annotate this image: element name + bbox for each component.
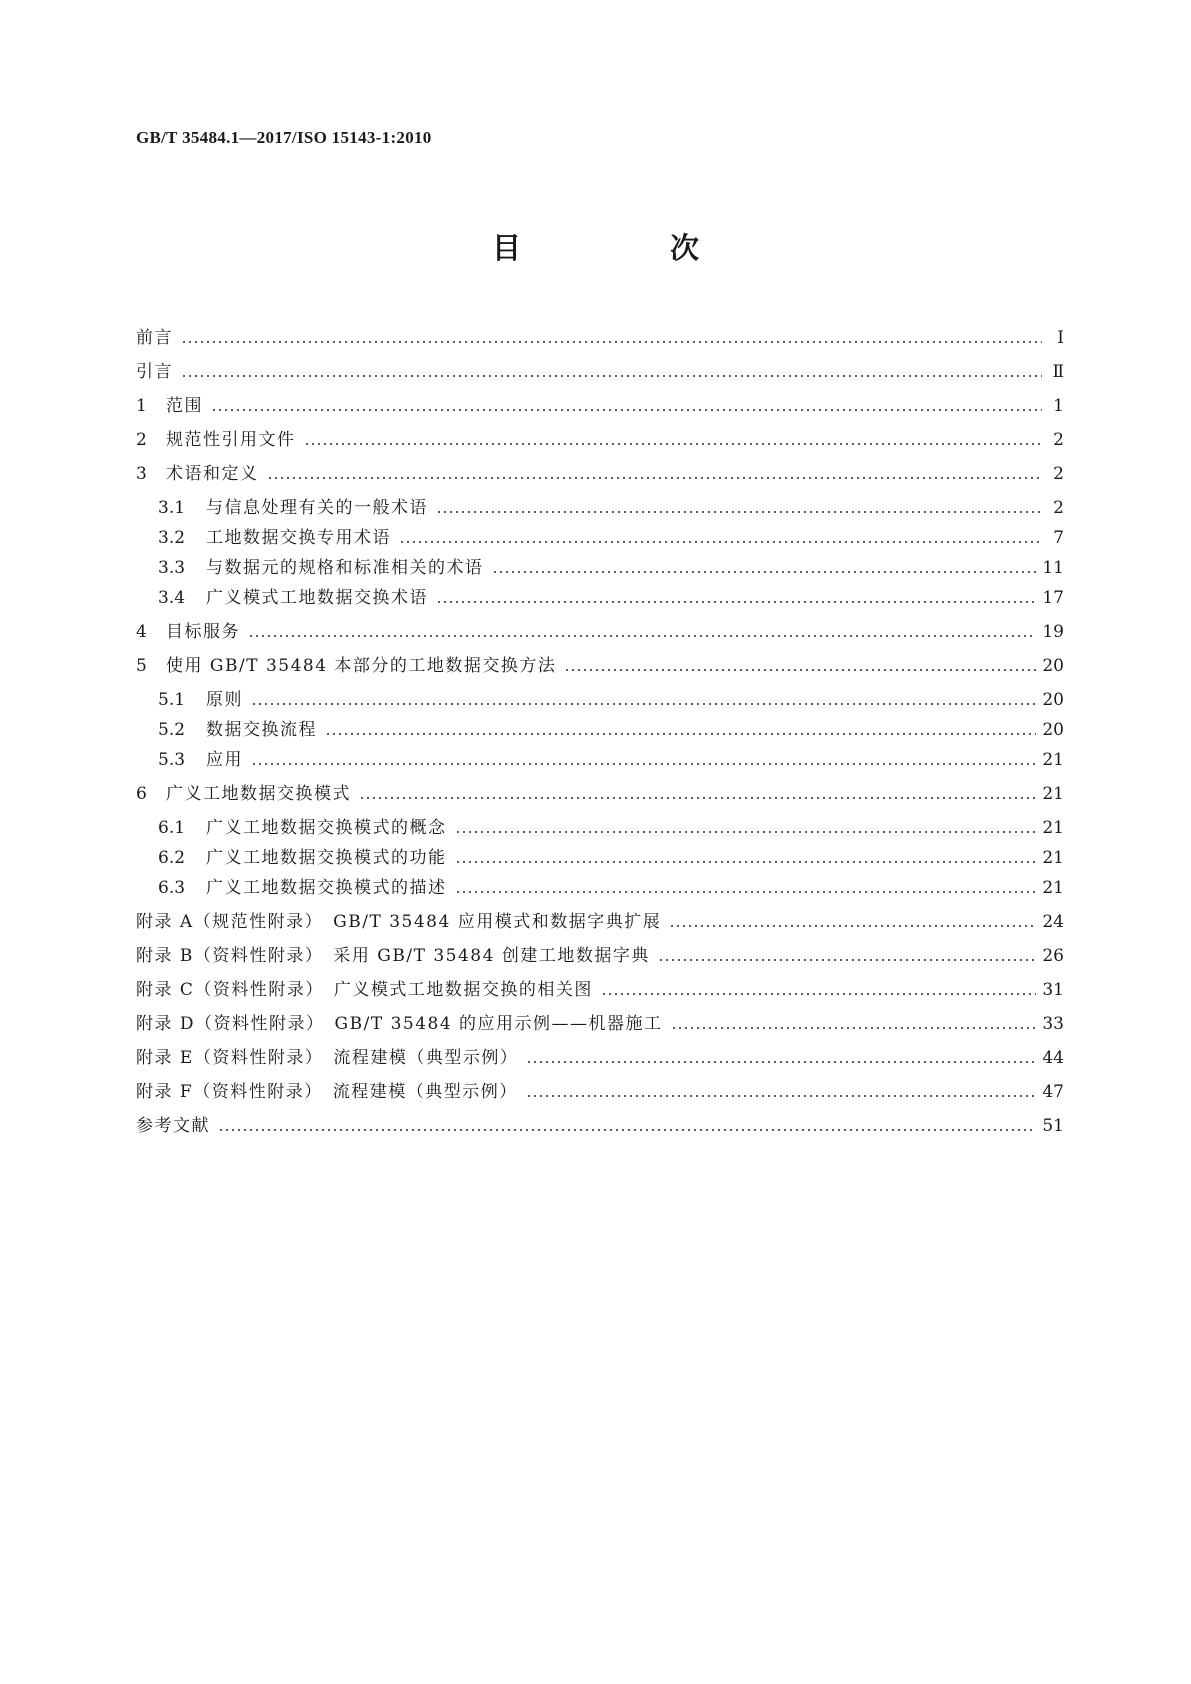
toc-entry-number: 2	[136, 430, 147, 450]
toc-entry-label: 附录 A（规范性附录） GB/T 35484 应用模式和数据字典扩展	[136, 912, 662, 932]
toc-entry-number: 3.2	[158, 528, 186, 548]
toc-entry-3-3[interactable]	[136, 556, 1064, 580]
toc-entry-number: 3.4	[158, 588, 186, 608]
toc-entry-3[interactable]	[136, 462, 1064, 486]
toc-entry-bibliography[interactable]	[136, 1114, 1064, 1138]
toc-entry-6-2[interactable]	[136, 846, 1064, 870]
toc-entry-3-1[interactable]	[136, 496, 1064, 520]
toc-entry-3-2[interactable]	[136, 526, 1064, 550]
toc-entry-number: 6.3	[158, 878, 186, 898]
toc-dot-leader	[181, 340, 1042, 344]
toc-entry-label: 范围	[166, 396, 203, 416]
toc-page-number: 1	[1053, 396, 1064, 416]
toc-dot-leader	[218, 1128, 1036, 1132]
toc-dot-leader	[399, 540, 1042, 544]
toc-entry-label: 应用	[206, 750, 243, 770]
toc-dot-leader	[526, 1060, 1036, 1064]
toc-entry-number: 4	[136, 622, 147, 642]
toc-page-number: 20	[1042, 656, 1064, 676]
toc-entry-label: 附录 C（资料性附录） 广义模式工地数据交换的相关图	[136, 980, 593, 1000]
toc-page-number: 26	[1042, 946, 1064, 966]
toc-entry-label: 附录 F（资料性附录） 流程建模（典型示例）	[136, 1082, 518, 1102]
toc-entry-label: 广义工地数据交换模式的描述	[206, 878, 447, 898]
toc-entry-label: 与数据元的规格和标准相关的术语	[206, 558, 484, 578]
toc-entry-label: 附录 E（资料性附录） 流程建模（典型示例）	[136, 1048, 519, 1068]
toc-entry-number: 3.3	[158, 558, 186, 578]
toc-entry-number: 3.1	[158, 498, 186, 518]
toc-entry-label: 术语和定义	[166, 464, 259, 484]
toc-page-number: 2	[1053, 498, 1064, 518]
toc-entry-label: 工地数据交换专用术语	[206, 528, 391, 548]
toc-entry-label: 数据交换流程	[206, 720, 317, 740]
toc-dot-leader	[492, 570, 1037, 574]
toc-entry-number: 6	[136, 784, 147, 804]
toc-page-number: 47	[1042, 1082, 1064, 1102]
toc-entry-label: 附录 D（资料性附录） GB/T 35484 的应用示例——机器施工	[136, 1014, 663, 1034]
toc-entry-label: 规范性引用文件	[166, 430, 296, 450]
page-title: 目 次	[491, 231, 759, 265]
toc-entry-label: 与信息处理有关的一般术语	[206, 498, 428, 518]
toc-entry-label: 引言	[136, 362, 173, 382]
toc-entry-3-4[interactable]	[136, 586, 1064, 610]
toc-page-number: 20	[1042, 690, 1064, 710]
toc-entry-annex-a[interactable]	[136, 910, 1064, 934]
toc-entry-5-1[interactable]	[136, 688, 1064, 712]
toc-page-number: 31	[1042, 980, 1064, 1000]
toc-entry-introduction[interactable]	[136, 360, 1064, 384]
toc-page-number: 2	[1053, 430, 1064, 450]
toc-dot-leader	[671, 1026, 1037, 1030]
toc-page-number: 2	[1053, 464, 1064, 484]
toc-dot-leader	[455, 830, 1037, 834]
toc-dot-leader	[181, 374, 1042, 378]
toc-page-number: 51	[1042, 1116, 1064, 1136]
toc-dot-leader	[304, 442, 1043, 446]
toc-entry-label: 使用 GB/T 35484 本部分的工地数据交换方法	[166, 656, 557, 676]
toc-entry-annex-f[interactable]	[136, 1080, 1064, 1104]
toc-dot-leader	[359, 796, 1036, 800]
toc-page-number: 33	[1042, 1014, 1064, 1034]
toc-dot-leader	[248, 634, 1036, 638]
toc-page-number: 24	[1042, 912, 1064, 932]
toc-entry-number: 6.2	[158, 848, 186, 868]
toc-dot-leader	[564, 668, 1036, 672]
toc-entry-5-2[interactable]	[136, 718, 1064, 742]
toc-page-number: 21	[1042, 878, 1064, 898]
toc-dot-leader	[455, 890, 1037, 894]
toc-entry-4[interactable]	[136, 620, 1064, 644]
toc-entry-annex-e[interactable]	[136, 1046, 1064, 1070]
document-standard-id: GB/T 35484.1—2017/ISO 15143-1:2010	[136, 128, 432, 147]
toc-dot-leader	[601, 992, 1036, 996]
toc-entry-number: 6.1	[158, 818, 186, 838]
toc-page-number: 19	[1042, 622, 1064, 642]
toc-entry-label: 广义工地数据交换模式	[166, 784, 351, 804]
toc-dot-leader	[211, 408, 1042, 412]
toc-dot-leader	[267, 476, 1043, 480]
toc-dot-leader	[436, 600, 1036, 604]
toc-entry-annex-b[interactable]	[136, 944, 1064, 968]
toc-page-number: 11	[1042, 558, 1064, 578]
toc-entry-number: 5.3	[158, 750, 186, 770]
toc-entry-1[interactable]	[136, 394, 1064, 418]
toc-page-number: 20	[1042, 720, 1064, 740]
toc-entry-5[interactable]	[136, 654, 1064, 678]
toc-entry-number: 1	[136, 396, 147, 416]
toc-page-number: 17	[1042, 588, 1064, 608]
toc-entry-label: 目标服务	[166, 622, 240, 642]
toc-dot-leader	[251, 702, 1036, 706]
toc-entry-label: 原则	[206, 690, 243, 710]
toc-dot-leader	[436, 510, 1042, 514]
toc-entry-label: 广义工地数据交换模式的概念	[206, 818, 447, 838]
toc-page-number: Ⅱ	[1052, 362, 1064, 382]
toc-dot-leader	[325, 732, 1036, 736]
toc-dot-leader	[455, 860, 1037, 864]
toc-entry-number: 5.2	[158, 720, 186, 740]
toc-page-number: 21	[1042, 818, 1064, 838]
toc-entry-label: 参考文献	[136, 1116, 210, 1136]
toc-entry-number: 5	[136, 656, 147, 676]
toc-entry-6-3[interactable]	[136, 876, 1064, 900]
toc-entry-annex-d[interactable]	[136, 1012, 1064, 1036]
toc-dot-leader	[658, 958, 1037, 962]
toc-page-number: 21	[1042, 784, 1064, 804]
toc-page-number: 44	[1042, 1048, 1064, 1068]
toc-page-number: 21	[1042, 848, 1064, 868]
toc-page-number: 21	[1042, 750, 1064, 770]
toc-entry-6-1[interactable]	[136, 816, 1064, 840]
toc-entry-label: 广义工地数据交换模式的功能	[206, 848, 447, 868]
toc-entry-label: 广义模式工地数据交换术语	[206, 588, 428, 608]
toc-entry-2[interactable]	[136, 428, 1064, 452]
toc-entry-6[interactable]	[136, 782, 1064, 806]
toc-entry-label: 前言	[136, 328, 173, 348]
toc-dot-leader	[669, 924, 1036, 928]
toc-entry-annex-c[interactable]	[136, 978, 1064, 1002]
toc-entry-number: 5.1	[158, 690, 186, 710]
toc-entry-5-3[interactable]	[136, 748, 1064, 772]
toc-dot-leader	[526, 1094, 1037, 1098]
toc-entry-number: 3	[136, 464, 147, 484]
toc-entry-foreword[interactable]	[136, 326, 1064, 350]
toc-dot-leader	[251, 762, 1036, 766]
toc-page-number: 7	[1053, 528, 1064, 548]
toc-page-number: Ⅰ	[1057, 328, 1064, 348]
toc-entry-label: 附录 B（资料性附录） 采用 GB/T 35484 创建工地数据字典	[136, 946, 650, 966]
